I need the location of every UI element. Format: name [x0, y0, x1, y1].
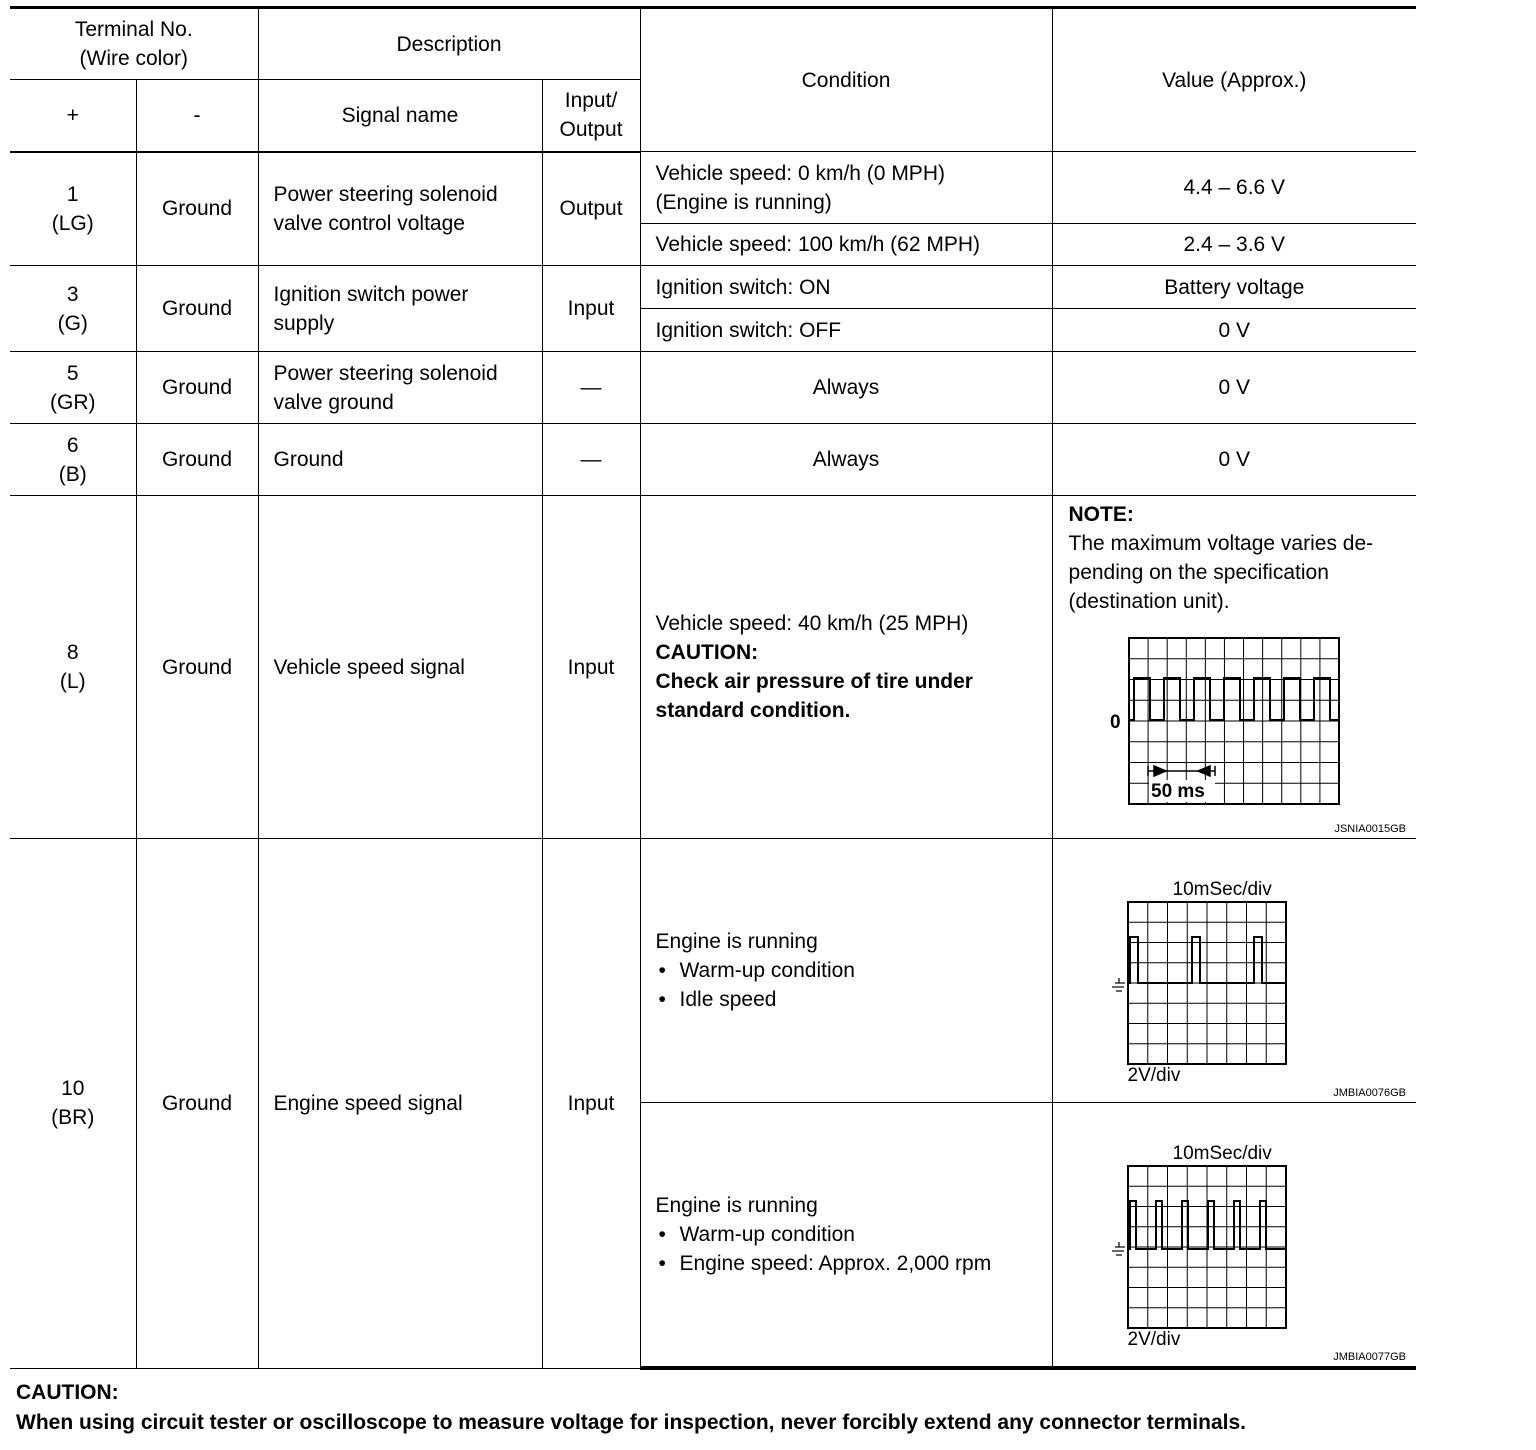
- table-row-terminal-3: [10, 266, 1416, 309]
- io-cell: Input: [542, 266, 640, 352]
- terminal-cell: 3 (G): [10, 266, 136, 352]
- value-cell: 0 V: [1052, 352, 1416, 424]
- image-code: JMBIA0076GB: [1333, 1087, 1407, 1099]
- footer-caution-text: When using circuit tester or oscilloscope to measure voltage for inspection, never forcibly extend any connector terminals.: [16, 1411, 1246, 1434]
- signal-cell: Power steering solenoid valve control voltage: [258, 152, 542, 266]
- value-cell: [1052, 839, 1416, 1103]
- image-code: JSNIA0015GB: [1334, 823, 1407, 835]
- terminal-cell: 10 (BR): [10, 839, 136, 1369]
- condition-cell: Vehicle speed: 100 km/h (62 MPH): [640, 224, 1052, 266]
- minus-cell: Ground: [136, 152, 258, 266]
- header-minus: -: [136, 80, 258, 152]
- header-row-1: [10, 8, 1416, 80]
- table-row-terminal-8: [10, 496, 1416, 839]
- io-cell: Output: [542, 152, 640, 266]
- value-cell: [1052, 1103, 1416, 1369]
- signal-cell: Vehicle speed signal: [258, 496, 542, 839]
- condition-cell: Vehicle speed: 0 km/h (0 MPH) (Engine is running): [640, 152, 1052, 224]
- minus-cell: Ground: [136, 424, 258, 496]
- minus-cell: Ground: [136, 266, 258, 352]
- terminal-cell: 1 (LG): [10, 152, 136, 266]
- header-plus: +: [10, 80, 136, 152]
- table-row-terminal-1: [10, 152, 1416, 224]
- minus-cell: Ground: [136, 496, 258, 839]
- io-cell: —: [542, 352, 640, 424]
- value-cell: 4.4 – 6.6 V: [1052, 152, 1416, 224]
- terminal-table-page: [10, 6, 1416, 1370]
- io-cell: Input: [542, 496, 640, 839]
- table-row-terminal-6: [10, 424, 1416, 496]
- scope-zero-label: 0: [1109, 712, 1121, 733]
- scope-volt-div: 2V/div: [1127, 1065, 1181, 1086]
- header-condition: Condition: [640, 8, 1052, 152]
- condition-cell: Engine is running • Warm-up condition • Engine speed: Approx. 2,000 rpm: [640, 1103, 1052, 1369]
- signal-cell: Engine speed signal: [258, 839, 542, 1369]
- condition-cell: Ignition switch: ON: [640, 266, 1052, 309]
- io-cell: Input: [542, 839, 640, 1369]
- io-cell: —: [542, 424, 640, 496]
- header-terminal-no: Terminal No. (Wire color): [10, 8, 258, 80]
- scope-volt-div: 2V/div: [1127, 1329, 1181, 1350]
- image-code: JMBIA0077GB: [1333, 1351, 1407, 1363]
- minus-cell: Ground: [136, 352, 258, 424]
- terminal-cell: 5 (GR): [10, 352, 136, 424]
- condition-cell: Always: [640, 424, 1052, 496]
- engine-idle-value: [1053, 839, 1417, 1102]
- terminal-cell: 8 (L): [10, 496, 136, 839]
- vehicle-speed-value: [1053, 496, 1417, 838]
- value-cell: 0 V: [1052, 424, 1416, 496]
- scope-time-label: 50 ms: [1150, 781, 1205, 802]
- terminal-table: [10, 6, 1416, 1370]
- scope-time-div: 10mSec/div: [1172, 879, 1272, 900]
- footer-caution-title: CAUTION:: [16, 1381, 119, 1404]
- header-value: Value (Approx.): [1052, 8, 1416, 152]
- value-cell: 2.4 – 3.6 V: [1052, 224, 1416, 266]
- value-cell: Battery voltage: [1052, 266, 1416, 309]
- table-row-terminal-10: [10, 839, 1416, 1103]
- signal-cell: Ground: [258, 424, 542, 496]
- minus-cell: Ground: [136, 839, 258, 1369]
- signal-cell: Ignition switch power supply: [258, 266, 542, 352]
- table-row-terminal-5: [10, 352, 1416, 424]
- condition-cell: Engine is running • Warm-up condition • Idle speed: [640, 839, 1052, 1103]
- value-cell: 0 V: [1052, 309, 1416, 352]
- oscilloscope-waveform-vehicle-speed: [1053, 496, 1417, 838]
- engine-2000rpm-value: [1053, 1103, 1417, 1366]
- header-signal-name: Signal name: [258, 80, 542, 152]
- header-input-output: Input/ Output: [542, 80, 640, 152]
- header-description: Description: [258, 8, 640, 80]
- scope-time-div: 10mSec/div: [1172, 1143, 1272, 1164]
- footer-caution: [16, 1378, 1246, 1438]
- value-cell: [1052, 496, 1416, 839]
- terminal-cell: 6 (B): [10, 424, 136, 496]
- note-block: NOTE: The maximum voltage varies de- pending on the specification (destination unit).: [1068, 503, 1374, 613]
- signal-cell: Power steering solenoid valve ground: [258, 352, 542, 424]
- condition-cell: Always: [640, 352, 1052, 424]
- condition-cell: Ignition switch: OFF: [640, 309, 1052, 352]
- condition-cell: Vehicle speed: 40 km/h (25 MPH) CAUTION: Check air pressure of tire under standard condition.: [640, 496, 1052, 839]
